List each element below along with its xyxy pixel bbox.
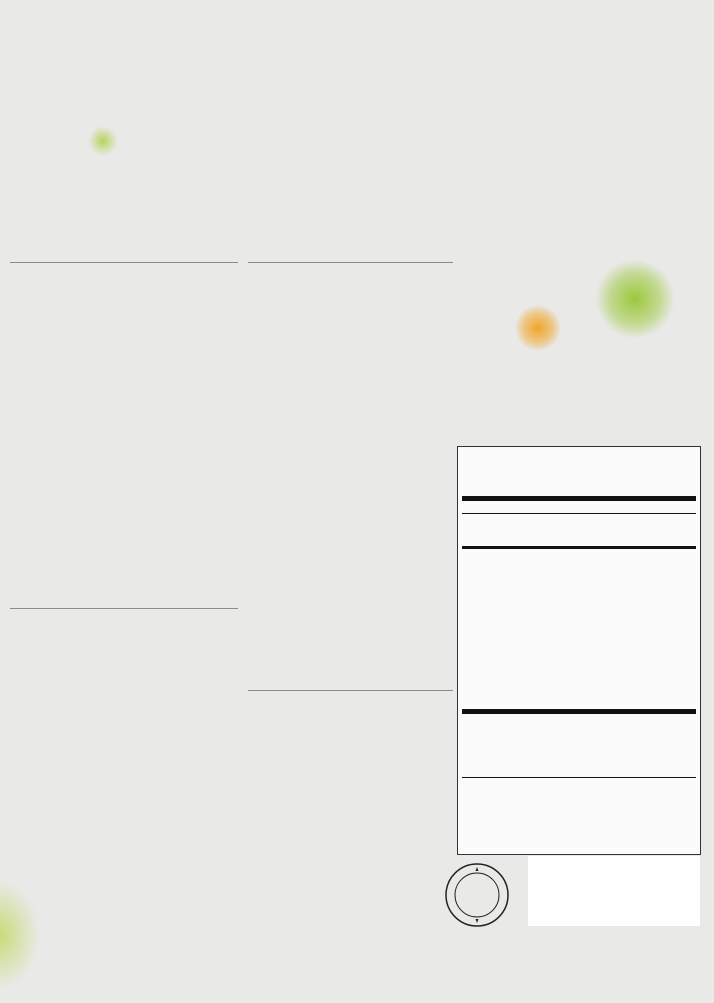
french-recipe bbox=[248, 275, 458, 283]
rule bbox=[462, 777, 696, 778]
nutrition-facts-panel bbox=[457, 446, 701, 855]
green-decor-dot bbox=[0, 880, 40, 990]
divider-left bbox=[10, 262, 238, 263]
divider-english-malay bbox=[10, 608, 238, 609]
orange-decor-dot bbox=[515, 305, 561, 351]
thick-rule bbox=[462, 496, 696, 501]
malay-recipe bbox=[12, 620, 244, 626]
medium-rule bbox=[462, 546, 696, 549]
divider-right bbox=[248, 262, 453, 263]
barcode bbox=[528, 856, 700, 926]
intro-english bbox=[10, 22, 710, 42]
halal-logo bbox=[442, 860, 512, 930]
rule bbox=[462, 513, 696, 514]
green-decor-dot bbox=[596, 260, 674, 338]
intro-french bbox=[10, 138, 710, 158]
thick-rule bbox=[462, 709, 696, 714]
divider-french-chinese bbox=[248, 690, 453, 691]
chinese-recipe bbox=[248, 700, 458, 706]
barcode-bars bbox=[528, 858, 700, 914]
english-recipe bbox=[12, 275, 244, 283]
